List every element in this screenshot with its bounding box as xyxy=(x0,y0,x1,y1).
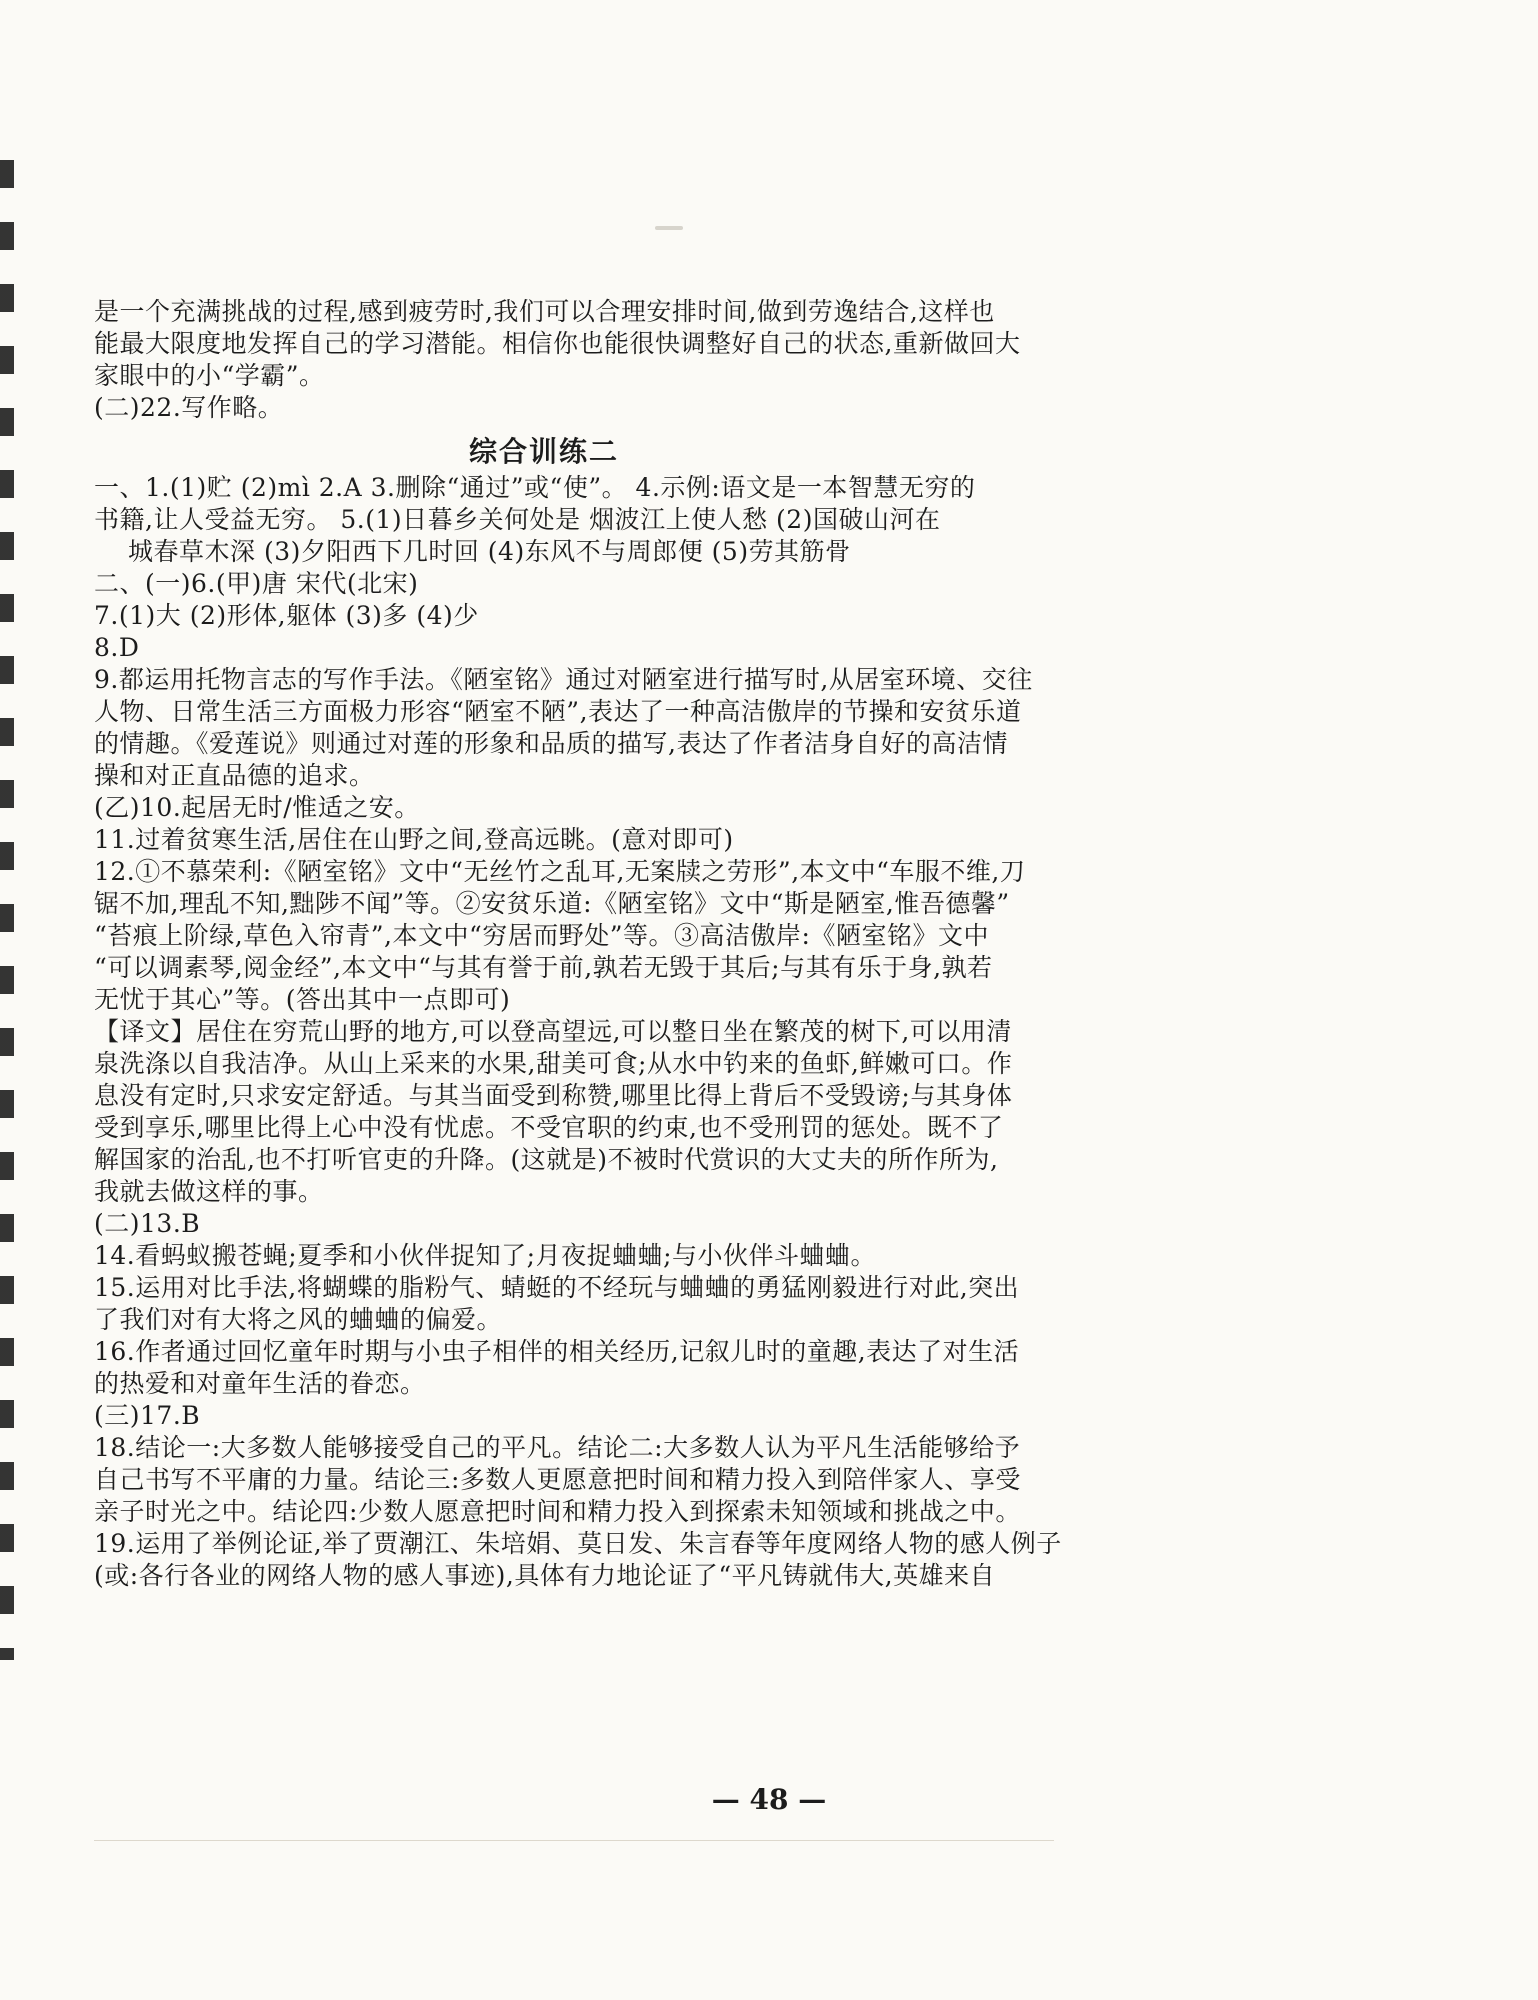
text-line: 了我们对有大将之风的蛐蛐的偏爱。 xyxy=(94,1305,503,1334)
text-line: 自己书写不平庸的力量。结论三:多数人更愿意把时间和精力投入到陪伴家人、享受 xyxy=(94,1465,1021,1494)
translation-line: 我就去做这样的事。 xyxy=(94,1177,324,1206)
text-line: 无忧于其心”等。(答出其中一点即可) xyxy=(94,985,511,1014)
divider xyxy=(94,1840,1054,1841)
text-line: (三)17.B xyxy=(94,1401,201,1430)
text-line: (二)22.写作略。 xyxy=(94,393,284,422)
scan-mark xyxy=(655,226,683,230)
text-line: 书籍,让人受益无穷。 5.(1)日暮乡关何处是 烟波江上使人愁 (2)国破山河在 xyxy=(94,505,941,534)
text-line: 的热爱和对童年生活的眷恋。 xyxy=(94,1369,426,1398)
text-line: 14.看蚂蚁搬苍蝇;夏季和小伙伴捉知了;月夜捉蛐蛐;与小伙伴斗蛐蛐。 xyxy=(94,1241,877,1270)
text-line: (乙)10.起居无时/惟适之安。 xyxy=(94,793,420,822)
text-line: 7.(1)大 (2)形体,躯体 (3)多 (4)少 xyxy=(94,601,479,630)
translation-line: 泉洗涤以自我洁净。从山上采来的水果,甜美可食;从水中钓来的鱼虾,鲜嫩可口。作 xyxy=(94,1049,1013,1078)
text-line: 12.①不慕荣利:《陋室铭》文中“无丝竹之乱耳,无案牍之劳形”,本文中“车服不维,刀 xyxy=(94,857,1026,886)
text-line: (或:各行各业的网络人物的感人事迹),具体有力地论证了“平凡铸就伟大,英雄来自 xyxy=(94,1561,996,1590)
text-line: “可以调素琴,阅金经”,本文中“与其有誉于前,孰若无毁于其后;与其有乐于身,孰若 xyxy=(94,953,993,982)
translation-line: 息没有定时,只求安定舒适。与其当面受到称赞,哪里比得上背后不受毁谤;与其身体 xyxy=(94,1081,1013,1110)
text-line: 城春草木深 (3)夕阳西下几时回 (4)东风不与周郎便 (5)劳其筋骨 xyxy=(128,537,851,566)
text-line: 9.都运用托物言志的写作手法。《陋室铭》通过对陋室进行描写时,从居室环境、交往 xyxy=(94,665,1033,694)
text-line: 操和对正直品德的追求。 xyxy=(94,761,375,790)
text-line: 18.结论一:大多数人能够接受自己的平凡。结论二:大多数人认为平凡生活能够给予 xyxy=(94,1433,1021,1462)
answer-text-block xyxy=(94,296,1062,1592)
text-line: 人物、日常生活三方面极力形容“陋室不陋”,表达了一种高洁傲岸的节操和安贫乐道 xyxy=(94,697,1022,726)
text-line: 是一个充满挑战的过程,感到疲劳时,我们可以合理安排时间,做到劳逸结合,这样也 xyxy=(94,297,995,326)
page-number: — 48 — xyxy=(711,1783,827,1816)
translation-line: 解国家的治乱,也不打听官吏的升降。(这就是)不被时代赏识的大丈夫的所作所为, xyxy=(94,1145,999,1174)
text-line: 锯不加,理乱不知,黜陟不闻”等。②安贫乐道:《陋室铭》文中“斯是陋室,惟吾德馨” xyxy=(94,889,1010,918)
text-line: 19.运用了举例论证,举了贾潮江、朱培娟、莫日发、朱言春等年度网络人物的感人例子 xyxy=(94,1529,1062,1558)
text-line: 一、1.(1)贮 (2)mì 2.A 3.删除“通过”或“使”。 4.示例:语文是一本智慧无穷的 xyxy=(94,473,976,502)
text-line: 的情趣。《爱莲说》则通过对莲的形象和品质的描写,表达了作者洁身自好的高洁情 xyxy=(94,729,1008,758)
text-line: 家眼中的小“学霸”。 xyxy=(94,361,325,390)
text-line: 能最大限度地发挥自己的学习潜能。相信你也能很快调整好自己的状态,重新做回大 xyxy=(94,329,1021,358)
translation-line: 【译文】居住在穷荒山野的地方,可以登高望远,可以整日坐在繁茂的树下,可以用清 xyxy=(94,1017,1012,1046)
translation-line: 受到享乐,哪里比得上心中没有忧虑。不受官职的约束,也不受刑罚的惩处。既不了 xyxy=(94,1113,1004,1142)
text-line: (二)13.B xyxy=(94,1209,201,1238)
text-line: 11.过着贫寒生活,居住在山野之间,登高远眺。(意对即可) xyxy=(94,825,734,854)
text-line: 8.D xyxy=(94,633,140,662)
text-line: 亲子时光之中。结论四:少数人愿意把时间和精力投入到探索未知领域和挑战之中。 xyxy=(94,1497,1021,1526)
text-line: “苔痕上阶绿,草色入帘青”,本文中“穷居而野处”等。③高洁傲岸:《陋室铭》文中 xyxy=(94,921,989,950)
binding-edge xyxy=(0,160,14,1660)
section-title: 综合训练二 xyxy=(468,435,619,468)
text-line: 16.作者通过回忆童年时期与小虫子相伴的相关经历,记叙儿时的童趣,表达了对生活 xyxy=(94,1337,1020,1366)
text-line: 二、(一)6.(甲)唐 宋代(北宋) xyxy=(94,569,419,598)
text-line: 15.运用对比手法,将蝴蝶的脂粉气、蜻蜓的不经玩与蛐蛐的勇猛刚毅进行对此,突出 xyxy=(94,1273,1020,1302)
